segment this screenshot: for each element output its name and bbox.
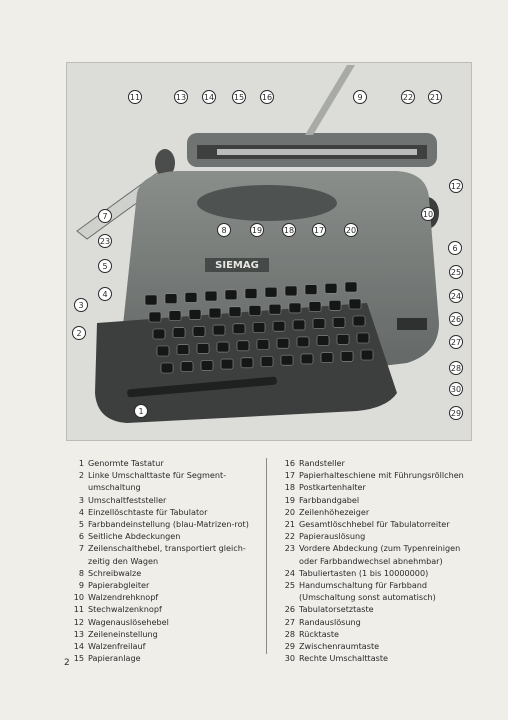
legend-item: [277, 530, 477, 542]
legend-item: [66, 591, 256, 603]
callout-10: [422, 208, 435, 221]
keyboard-key: [245, 289, 257, 299]
legend-text: Schreibwalze: [88, 567, 142, 578]
callout-28: [450, 362, 463, 375]
keyboard-key: [293, 320, 305, 330]
legend-item: [66, 542, 256, 566]
keyboard-key: [233, 324, 245, 334]
callout-18: [283, 224, 296, 237]
callout-19: [251, 224, 264, 237]
callout-label: 14: [203, 93, 215, 102]
legend-number: 20: [284, 506, 295, 517]
legend-item: [277, 469, 477, 481]
callout-label: 17: [313, 226, 325, 235]
legend-text: Rechte Umschalttaste: [299, 653, 389, 664]
legend-text: Papieranlage: [88, 653, 141, 664]
legend-item: [277, 579, 477, 603]
legend-number: 6: [78, 531, 84, 542]
callout-14: [203, 91, 216, 104]
callout-25: [450, 266, 463, 279]
keyboard-key: [273, 321, 285, 331]
keyboard-key: [237, 341, 249, 351]
legend-number: 13: [73, 628, 84, 639]
legend-number: 18: [284, 482, 295, 493]
keyboard-key: [193, 326, 205, 336]
legend-number: 17: [284, 470, 295, 481]
legend-number: 14: [73, 641, 84, 652]
legend-divider: [266, 458, 267, 654]
callout-20: [345, 224, 358, 237]
keyboard-key: [325, 283, 337, 293]
legend-number: 7: [78, 543, 84, 554]
keyboard-key: [217, 342, 229, 352]
keyboard-key: [357, 333, 369, 343]
keyboard-key: [161, 363, 173, 373]
legend-number: 23: [284, 543, 295, 554]
callout-label: 1: [138, 407, 144, 416]
legend-text: Handumschaltung für Farbband (Umschaltung sonst automatisch): [299, 580, 436, 603]
callout-label: 9: [357, 93, 363, 102]
brand-label: SIEMAG: [215, 260, 259, 271]
keyboard-key: [333, 317, 345, 327]
callout-label: 8: [221, 226, 227, 235]
callout-6: [449, 242, 462, 255]
legend-text: Stechwalzenknopf: [88, 604, 162, 615]
legend-text: Linke Umschalttaste für Segment-umschaltung: [88, 470, 227, 493]
keyboard-key: [241, 358, 253, 368]
keyboard-key: [157, 346, 169, 356]
legend-item: [66, 640, 256, 652]
callout-label: 23: [99, 237, 111, 246]
keyboard-key: [317, 336, 329, 346]
typewriter-photo: [66, 62, 472, 441]
callout-label: 15: [233, 93, 245, 102]
legend-number: 19: [284, 494, 295, 505]
callout-2: [73, 327, 86, 340]
legend-item: [277, 652, 477, 664]
callout-23: [99, 235, 112, 248]
legend-text: Genormte Tastatur: [88, 458, 164, 468]
callout-label: 25: [450, 268, 462, 277]
legend-right-column: [277, 457, 477, 664]
legend-text: Papierhalteschiene mit Führungsröllchen: [299, 470, 464, 481]
legend-text: Papierabgleiter: [88, 580, 150, 591]
legend-number: 24: [284, 567, 295, 578]
callout-label: 22: [402, 93, 414, 102]
legend-item: [277, 640, 477, 652]
keyboard-key: [329, 300, 341, 310]
type-basket: [197, 185, 337, 221]
legend-item: [277, 518, 477, 530]
keyboard-key: [229, 307, 241, 317]
legend-text: Tabulatorsetztaste: [299, 604, 374, 615]
legend-number: 12: [73, 616, 84, 627]
legend-text: Zeilenschalthebel, transportiert gleich-zeitig den Wagen: [88, 543, 246, 566]
keyboard-key: [269, 304, 281, 314]
callout-8: [218, 224, 231, 237]
legend-item: [277, 542, 477, 566]
keyboard-key: [205, 291, 217, 301]
keyboard-key: [309, 302, 321, 312]
legend-text: Gesamtlöschhebel für Tabulatorreiter: [299, 519, 450, 530]
legend-number: 8: [78, 567, 84, 578]
legend-item: [277, 457, 477, 469]
legend-number: 30: [284, 653, 295, 664]
keyboard-key: [173, 328, 185, 338]
legend-number: 9: [78, 580, 84, 591]
paper-guide: [305, 65, 355, 135]
keyboard-key: [301, 354, 313, 364]
legend-text: Vordere Abdeckung (zum Typenreinigen oder Farbbandwechsel abnehmbar): [299, 543, 461, 566]
legend-number: 21: [284, 519, 295, 530]
legend-text: Zeilenhöhezeiger: [299, 506, 370, 517]
keyboard-key: [197, 343, 209, 353]
callout-9: [354, 91, 367, 104]
keyboard-key: [341, 351, 353, 361]
keyboard-key: [297, 337, 309, 347]
keyboard-key: [177, 345, 189, 355]
keyboard-key: [213, 325, 225, 335]
callout-21: [429, 91, 442, 104]
legend-item: [277, 481, 477, 493]
callout-label: 21: [429, 93, 441, 102]
legend-item: [66, 567, 256, 579]
legend-number: 25: [284, 580, 295, 591]
keyboard-key: [249, 306, 261, 316]
legend-number: 1: [78, 458, 84, 468]
legend-item: [277, 494, 477, 506]
keyboard-key: [353, 316, 365, 326]
keyboard-key: [257, 340, 269, 350]
page-number: 2: [64, 658, 70, 668]
callout-label: 7: [102, 212, 108, 221]
legend-item: [277, 603, 477, 615]
legend-text: Wagenauslösehebel: [88, 616, 169, 627]
legend-text: Tabuliertasten (1 bis 10000000): [299, 567, 429, 578]
callout-13: [175, 91, 188, 104]
legend-item: [66, 628, 256, 640]
callout-27: [450, 336, 463, 349]
keyboard-key: [285, 286, 297, 296]
callout-12: [450, 180, 463, 193]
keyboard-key: [169, 311, 181, 321]
callout-7: [99, 210, 112, 223]
keyboard-key: [289, 303, 301, 313]
callout-label: 18: [283, 226, 295, 235]
callout-15: [233, 91, 246, 104]
callout-30: [450, 383, 463, 396]
legend-item: [66, 530, 256, 542]
typewriter-illustration: [67, 63, 471, 440]
legend-item: [66, 518, 256, 530]
callout-label: 10: [422, 210, 434, 219]
legend-item: [66, 579, 256, 591]
legend-text: Seitliche Abdeckungen: [88, 531, 181, 542]
keyboard-key: [189, 309, 201, 319]
callout-label: 4: [102, 290, 108, 299]
legend-text: Farbbandgabel: [299, 494, 360, 505]
legend-left-column: [66, 457, 256, 664]
callout-3: [75, 299, 88, 312]
legend-item: [66, 603, 256, 615]
keyboard-key: [225, 290, 237, 300]
keyboard-key: [153, 329, 165, 339]
callout-5: [99, 260, 112, 273]
keyboard-key: [261, 357, 273, 367]
legend-text: Zwischenraumtaste: [299, 641, 380, 652]
callout-22: [402, 91, 415, 104]
legend-text: Walzenfreilauf: [88, 641, 146, 652]
callout-label: 19: [251, 226, 263, 235]
callout-label: 11: [129, 93, 141, 102]
keyboard-key: [345, 282, 357, 292]
keyboard-key: [253, 323, 265, 333]
callout-26: [450, 313, 463, 326]
callout-16: [261, 91, 274, 104]
legend-text: Papierauslösung: [299, 531, 366, 542]
legend-item: [66, 469, 256, 493]
legend-text: Farbbandeinstellung (blau-Matrizen-rot): [88, 519, 249, 530]
keyboard-key: [305, 285, 317, 295]
callout-24: [450, 290, 463, 303]
callout-label: 29: [450, 409, 462, 418]
legend-number: 28: [284, 628, 295, 639]
legend-text: Randauslösung: [299, 616, 361, 627]
callout-label: 12: [450, 182, 462, 191]
legend-number: 2: [78, 470, 84, 481]
callout-1: [135, 405, 148, 418]
legend-number: 3: [78, 494, 84, 505]
legend-item: [66, 457, 256, 469]
keyboard-key: [337, 334, 349, 344]
legend-number: 16: [284, 458, 295, 468]
callout-29: [450, 407, 463, 420]
keyboard-key: [165, 294, 177, 304]
callout-label: 30: [450, 385, 462, 394]
legend-number: 27: [284, 616, 295, 627]
callout-label: 3: [78, 301, 84, 310]
callout-label: 5: [102, 262, 108, 271]
keyboard-key: [277, 338, 289, 348]
keyboard-key: [145, 295, 157, 305]
legend-number: 22: [284, 531, 295, 542]
legend-text: Zeileneinstellung: [88, 628, 158, 639]
keyboard-key: [185, 292, 197, 302]
legend-text: Postkartenhalter: [299, 482, 366, 493]
callout-label: 26: [450, 315, 462, 324]
legend-number: 26: [284, 604, 295, 615]
keyboard-key: [349, 299, 361, 309]
callout-11: [129, 91, 142, 104]
keyboard-key: [361, 350, 373, 360]
callout-label: 28: [450, 364, 462, 373]
callout-label: 16: [261, 93, 273, 102]
keyboard-key: [149, 312, 161, 322]
legend-item: [277, 628, 477, 640]
base-foot: [397, 318, 427, 330]
keyboard-key: [201, 360, 213, 370]
paper-bail: [217, 149, 417, 155]
legend-item: [277, 616, 477, 628]
keyboard-key: [321, 353, 333, 363]
callout-label: 6: [452, 244, 458, 253]
legend-text: Randsteller: [299, 458, 345, 468]
callout-label: 20: [345, 226, 357, 235]
legend-number: 5: [78, 519, 84, 530]
keyboard-key: [265, 287, 277, 297]
legend-text: Einzellöschtaste für Tabulator: [88, 506, 208, 517]
legend-text: Walzendrehknopf: [88, 592, 159, 603]
callout-label: 13: [175, 93, 187, 102]
callout-label: 2: [76, 329, 82, 338]
keyboard-key: [221, 359, 233, 369]
keyboard-key: [281, 355, 293, 365]
callout-label: 24: [450, 292, 462, 301]
legend-number: 15: [73, 653, 84, 664]
legend-number: 29: [284, 641, 295, 652]
keyboard-key: [209, 308, 221, 318]
callout-17: [313, 224, 326, 237]
legend-number: 10: [73, 592, 84, 603]
keyboard-key: [181, 362, 193, 372]
legend-item: [66, 652, 256, 664]
keyboard-key: [313, 319, 325, 329]
legend-item: [66, 616, 256, 628]
legend-item: [66, 494, 256, 506]
legend-number: 4: [78, 506, 84, 517]
callout-label: 27: [450, 338, 462, 347]
legend-text: Umschaltfeststeller: [88, 494, 167, 505]
legend-text: Rücktaste: [299, 628, 340, 639]
legend-item: [277, 506, 477, 518]
callout-4: [99, 288, 112, 301]
legend-number: 11: [73, 604, 84, 615]
legend-item: [66, 506, 256, 518]
legend-item: [277, 567, 477, 579]
